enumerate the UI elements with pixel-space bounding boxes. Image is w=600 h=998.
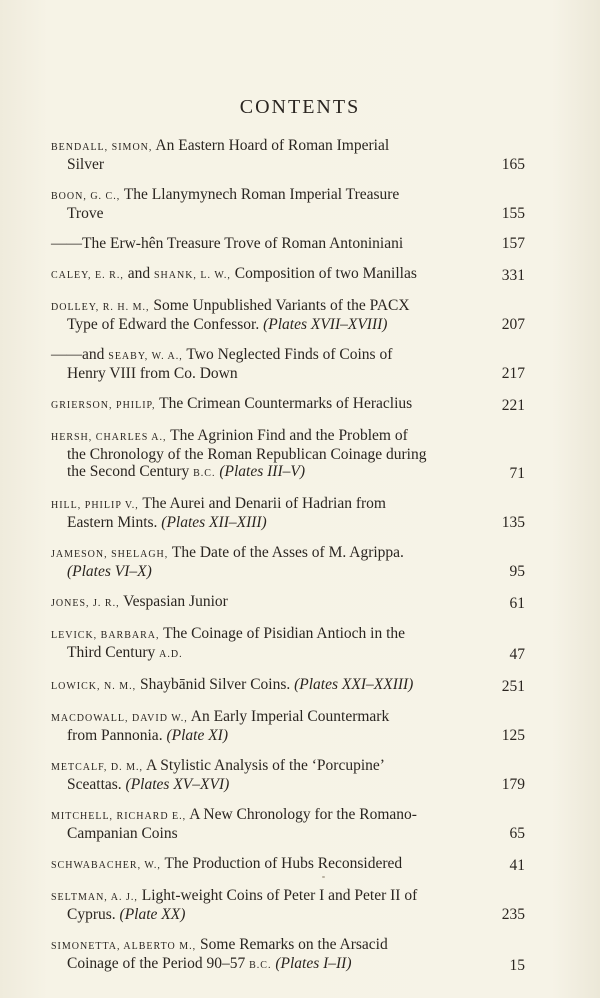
title-text: ——The Erw-hên Treasure Trove of Roman Antoniniani bbox=[51, 235, 404, 252]
title-text: Sceattas. bbox=[67, 776, 126, 793]
toc-entry-line bbox=[51, 887, 525, 906]
title-text: Composition of two Manillas bbox=[230, 265, 417, 282]
page-speck bbox=[322, 876, 325, 878]
title-text: Light-weight Coins of Peter I and Peter II of bbox=[137, 887, 418, 904]
toc-entry-line bbox=[51, 776, 525, 793]
title-text: and bbox=[123, 265, 154, 282]
toc-entry-line bbox=[51, 346, 525, 365]
toc-entry-line bbox=[51, 625, 525, 644]
author-name: METCALF, D. M., bbox=[51, 762, 143, 773]
toc-entry bbox=[51, 757, 525, 793]
author-name: LEVICK, BARBARA, bbox=[51, 630, 160, 641]
title-text: Coinage of the Period 90–57 bbox=[67, 955, 250, 972]
author-name: MITCHELL, RICHARD E., bbox=[51, 811, 187, 822]
author-name: JAMESON, SHELAGH, bbox=[51, 549, 169, 560]
author-name: B.C. bbox=[193, 468, 216, 479]
toc-entry-line bbox=[51, 265, 525, 284]
toc-entry bbox=[51, 495, 525, 531]
page-number: 179 bbox=[501, 776, 525, 793]
page-number: 217 bbox=[501, 365, 525, 382]
author-name: SEABY, W. A., bbox=[108, 351, 183, 362]
author-name: SIMONETTA, ALBERTO M., bbox=[51, 941, 197, 952]
toc-entry-line bbox=[51, 137, 525, 156]
toc-entry-line bbox=[51, 644, 525, 663]
author-name: MACDOWALL, DAVID W., bbox=[51, 713, 188, 724]
page-number: 125 bbox=[501, 727, 525, 744]
toc-entry bbox=[51, 708, 525, 744]
toc-entry-line bbox=[51, 593, 525, 612]
plate-reference: (Plates XII–XIII) bbox=[161, 514, 267, 531]
title-text: Cyprus. bbox=[67, 906, 120, 923]
page-number: 71 bbox=[509, 465, 525, 482]
title-text: Two Neglected Finds of Coins of bbox=[182, 346, 393, 363]
toc-entry bbox=[51, 544, 525, 580]
toc-entry-line bbox=[51, 427, 525, 446]
title-text: Henry VIII from Co. Down bbox=[67, 365, 238, 382]
toc-entry bbox=[51, 235, 525, 252]
toc-entry-line bbox=[51, 757, 525, 776]
author-name: DOLLEY, R. H. M., bbox=[51, 302, 150, 313]
toc-entry bbox=[51, 855, 525, 874]
toc-entry-line bbox=[51, 365, 525, 382]
title-text: Trove bbox=[67, 205, 104, 222]
title-text: The Date of the Asses of M. Agrippa. bbox=[168, 544, 404, 561]
page-number: 135 bbox=[501, 514, 525, 531]
page-number: 165 bbox=[501, 156, 525, 173]
page-number: 41 bbox=[509, 857, 525, 874]
toc-entry-line bbox=[51, 563, 525, 580]
toc-entry bbox=[51, 297, 525, 333]
page-number: 155 bbox=[501, 205, 525, 222]
title-text: A New Chronology for the Romano- bbox=[186, 806, 417, 823]
toc-entry-line bbox=[51, 463, 525, 482]
page-number: 235 bbox=[501, 906, 525, 923]
title-text: from Pannonia. bbox=[67, 727, 167, 744]
toc-entry-line bbox=[51, 205, 525, 222]
plate-reference: (Plates XVII–XVIII) bbox=[263, 316, 388, 333]
toc-entry bbox=[51, 625, 525, 663]
plate-reference: (Plate XX) bbox=[119, 906, 186, 923]
toc-entry-line bbox=[51, 676, 525, 695]
toc-entry-line bbox=[51, 316, 525, 333]
plate-reference: (Plates III–V) bbox=[219, 463, 306, 480]
toc-entry-line bbox=[51, 235, 525, 252]
title-text: Some Unpublished Variants of the PACX bbox=[149, 297, 410, 314]
title-text: The Agrinion Find and the Problem of bbox=[166, 427, 408, 444]
title-text: Type of Edward the Confessor. bbox=[67, 316, 264, 333]
plate-reference: (Plates I–II) bbox=[275, 955, 352, 972]
plate-reference: (Plates XXI–XXIII) bbox=[294, 676, 414, 693]
author-name: A.D. bbox=[159, 649, 183, 660]
author-name: SHANK, L. W., bbox=[153, 270, 231, 281]
title-text: A Stylistic Analysis of the ‘Porcupine’ bbox=[142, 757, 385, 774]
author-name: SCHWABACHER, W., bbox=[51, 860, 161, 871]
toc-entry bbox=[51, 936, 525, 974]
toc-entry bbox=[51, 137, 525, 173]
toc-entry-line bbox=[51, 297, 525, 316]
plate-reference: (Plate XI) bbox=[166, 727, 228, 744]
toc-entry bbox=[51, 346, 525, 382]
author-name: GRIERSON, PHILIP, bbox=[51, 400, 156, 411]
author-name: B.C. bbox=[249, 960, 272, 971]
toc-entry-line bbox=[51, 186, 525, 205]
author-name: HERSH, CHARLES A., bbox=[51, 432, 167, 443]
title-text: ——and bbox=[51, 346, 109, 363]
title-text: the Second Century bbox=[67, 463, 194, 480]
page-number: 47 bbox=[509, 646, 525, 663]
toc-entry-line bbox=[51, 544, 525, 563]
toc-entry-line bbox=[51, 955, 525, 974]
author-name: HILL, PHILIP V., bbox=[51, 500, 139, 511]
author-name: JONES, J. R., bbox=[51, 598, 120, 609]
title-text: The Coinage of Pisidian Antioch in the bbox=[159, 625, 406, 642]
title-text: An Eastern Hoard of Roman Imperial bbox=[152, 137, 390, 154]
title-text: Shaybānid Silver Coins. bbox=[136, 676, 295, 693]
toc-entry-line bbox=[51, 727, 525, 744]
author-name: CALEY, E. R., bbox=[51, 270, 124, 281]
title-text: Silver bbox=[67, 156, 105, 173]
plate-reference: (Plates XV–XVI) bbox=[125, 776, 230, 793]
author-name: LOWICK, N. M., bbox=[51, 681, 137, 692]
title-text: Third Century bbox=[67, 644, 160, 661]
toc-entry-line bbox=[51, 514, 525, 531]
title-text: Some Remarks on the Arsacid bbox=[196, 936, 388, 953]
toc-entry bbox=[51, 186, 525, 222]
toc-entry bbox=[51, 427, 525, 482]
page-number: 157 bbox=[501, 235, 525, 252]
page-number: 95 bbox=[509, 563, 525, 580]
toc-entry-line bbox=[51, 825, 525, 842]
title-text: The Crimean Countermarks of Heraclius bbox=[155, 395, 413, 412]
page-number: 65 bbox=[509, 825, 525, 842]
title-text: Eastern Mints. bbox=[67, 514, 162, 531]
author-name: BOON, G. C., bbox=[51, 191, 121, 202]
toc-entry-line bbox=[51, 855, 525, 874]
toc-entry-line bbox=[51, 806, 525, 825]
page-number: 15 bbox=[509, 957, 525, 974]
title-text: An Early Imperial Countermark bbox=[187, 708, 390, 725]
title-text: Campanian Coins bbox=[67, 825, 178, 842]
toc-entry bbox=[51, 887, 525, 923]
plate-reference: (Plates VI–X) bbox=[67, 563, 152, 580]
title-text: The Production of Hubs Reconsidered bbox=[160, 855, 403, 872]
page-number: 331 bbox=[501, 267, 525, 284]
author-name: SELTMAN, A. J., bbox=[51, 892, 138, 903]
toc-entry-line bbox=[51, 156, 525, 173]
toc-entry-line bbox=[51, 446, 525, 463]
title-text: Vespasian Junior bbox=[119, 593, 228, 610]
page-number: 221 bbox=[501, 397, 525, 414]
toc-entry bbox=[51, 395, 525, 414]
toc-entry bbox=[51, 593, 525, 612]
page-number: 61 bbox=[509, 595, 525, 612]
toc-entry-line bbox=[51, 708, 525, 727]
toc-entry bbox=[51, 265, 525, 284]
toc-entry-line bbox=[51, 906, 525, 923]
toc-entry-line bbox=[51, 936, 525, 955]
table-of-contents bbox=[51, 137, 525, 987]
title-text: The Aurei and Denarii of Hadrian from bbox=[138, 495, 386, 512]
author-name: BENDALL, SIMON, bbox=[51, 142, 153, 153]
page-number: 251 bbox=[501, 678, 525, 695]
contents-heading: CONTENTS bbox=[239, 96, 361, 118]
toc-entry bbox=[51, 806, 525, 842]
toc-entry-line bbox=[51, 395, 525, 414]
page-number: 207 bbox=[501, 316, 525, 333]
toc-entry-line bbox=[51, 495, 525, 514]
title-text: the Chronology of the Roman Republican Coinage during bbox=[67, 446, 427, 463]
toc-entry bbox=[51, 676, 525, 695]
title-text: The Llanymynech Roman Imperial Treasure bbox=[120, 186, 400, 203]
